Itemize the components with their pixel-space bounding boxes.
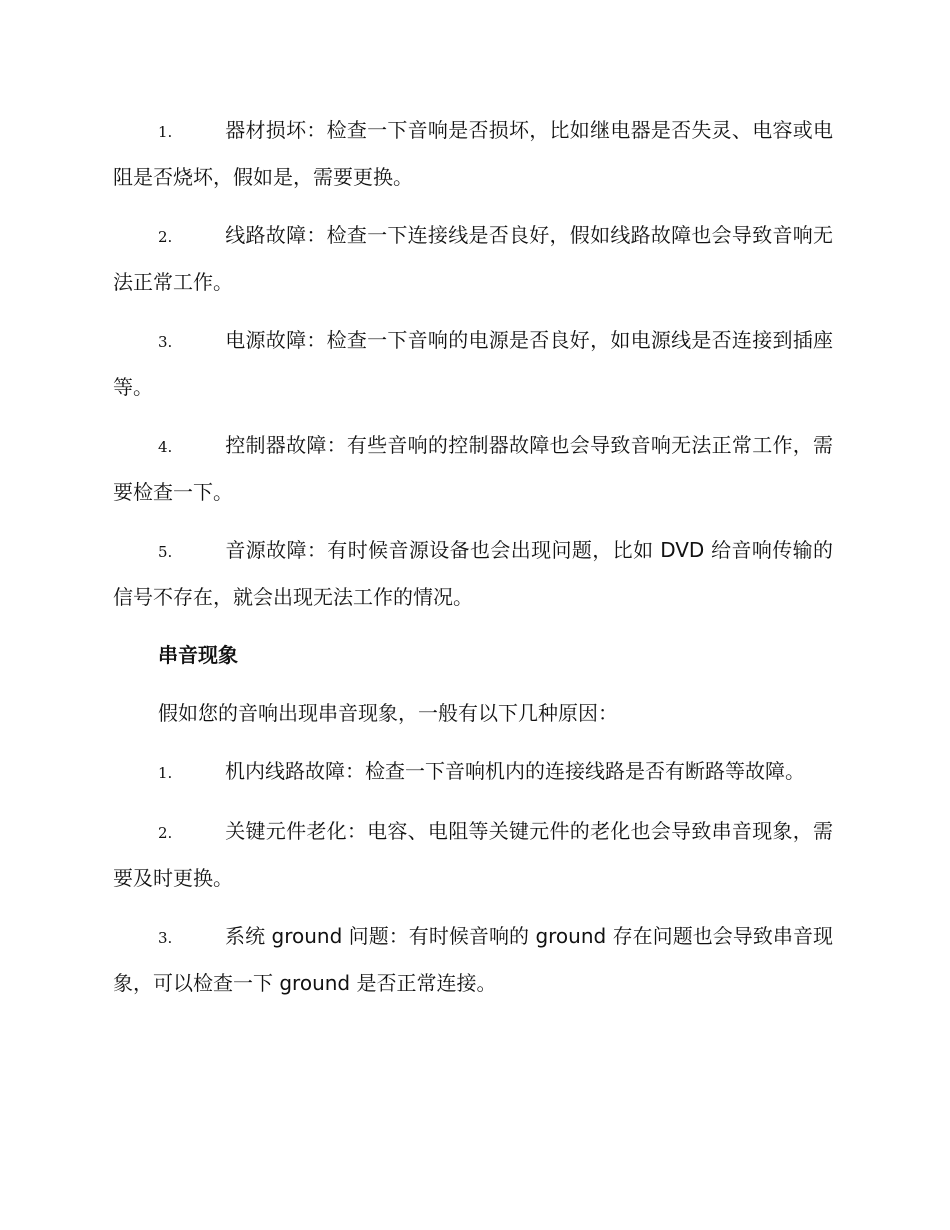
section-heading: 串音现象: [158, 643, 238, 667]
list-item: [113, 108, 833, 200]
list-item-text: 系统 ground 问题：有时候音响的 ground 存在问题也会导致串音现象，可以检查一下 ground 是否正常连接。: [113, 924, 833, 995]
list-item-text: 器材损坏：检查一下音响是否损坏，比如继电器是否失灵、电容或电阻是否烧坏，假如是，需要更换。: [113, 118, 833, 189]
list-item: [113, 914, 833, 1006]
list-item-text: 机内线路故障：检查一下音响机内的连接线路是否有断路等故障。: [225, 759, 805, 783]
list-item: [113, 809, 833, 901]
list-item-text: 线路故障：检查一下连接线是否良好，假如线路故障也会导致音响无法正常工作。: [113, 223, 833, 294]
section-intro: 假如您的音响出现串音现象，一般有以下几种原因：: [158, 701, 618, 725]
list-item: [113, 749, 833, 796]
list-item: [113, 213, 833, 305]
list-number: 4.: [158, 438, 173, 456]
list-item: [113, 318, 833, 410]
list-item-text: 电源故障：检查一下音响的电源是否良好，如电源线是否连接到插座等。: [113, 328, 833, 399]
list-number: 1.: [158, 123, 173, 141]
list-number: 5.: [158, 543, 173, 561]
list-number: 2.: [158, 824, 173, 842]
list-number: 3.: [158, 333, 173, 351]
list-number: 2.: [158, 228, 173, 246]
list-item-text: 控制器故障：有些音响的控制器故障也会导致音响无法正常工作，需要检查一下。: [113, 433, 833, 504]
list-number: 3.: [158, 929, 173, 947]
list-item: [113, 528, 833, 620]
list-item: [113, 423, 833, 515]
list-number: 1.: [158, 764, 173, 782]
list-item-text: 音源故障：有时候音源设备也会出现问题，比如 DVD 给音响传输的信号不存在，就会出现无法工作的情况。: [113, 538, 833, 609]
document-body: [113, 108, 833, 1019]
list-item-text: 关键元件老化：电容、电阻等关键元件的老化也会导致串音现象，需要及时更换。: [113, 819, 833, 890]
